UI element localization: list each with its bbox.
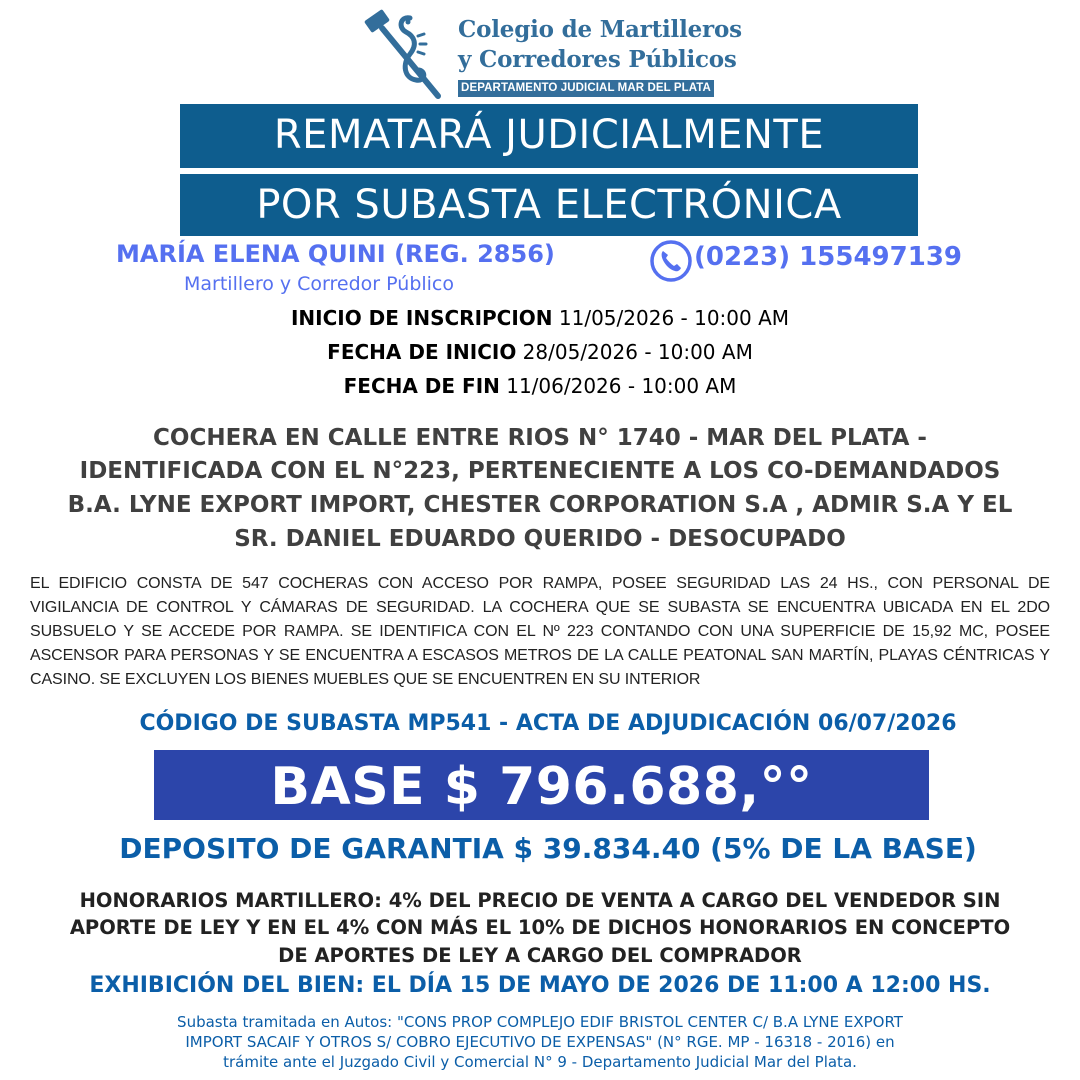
property-heading-line3: B.A. LYNE EXPORT IMPORT, CHESTER CORPORATION S.A , ADMIR S.A Y EL bbox=[67, 492, 1013, 518]
date-label: FECHA DE FIN bbox=[343, 374, 500, 398]
org-name-line2: y Corredores Públicos bbox=[458, 46, 737, 73]
gavel-seahorse-logo bbox=[364, 8, 444, 104]
end-date-row bbox=[0, 374, 1080, 398]
title-banner-line1: REMATARÁ JUDICIALMENTE bbox=[180, 104, 918, 168]
date-label: INICIO DE INSCRIPCION bbox=[290, 306, 553, 330]
date-value: 11/06/2026 - 10:00 AM bbox=[499, 374, 737, 398]
fees-line3: DE APORTES DE LEY A CARGO DEL COMPRADOR bbox=[278, 944, 802, 967]
case-info-line1: Subasta tramitada en Autos: "CONS PROP COMPLEJO EDIF BRISTOL CENTER C/ B.A LYNE EXPORT bbox=[177, 1013, 903, 1031]
base-price: BASE $ 796.688,°° bbox=[270, 757, 813, 817]
registration-start-row bbox=[0, 306, 1080, 330]
fees-line1: HONORARIOS MARTILLERO: 4% DEL PRECIO DE VENTA A CARGO DEL VENDEDOR SIN bbox=[79, 889, 1001, 912]
phone-number: (0223) 155497139 bbox=[694, 242, 962, 272]
fees-line2: APORTE DE LEY Y EN EL 4% CON MÁS EL 10% DE DICHOS HONORARIOS EN CONCEPTO bbox=[69, 916, 1011, 939]
auctioneer-role: Martillero y Corredor Público bbox=[184, 273, 455, 295]
start-date-row bbox=[0, 340, 1080, 364]
case-info-line2: IMPORT SACAIF Y OTROS S/ COBRO EJECUTIVO DE EXPENSAS" (N° RGE. MP - 16318 - 2016) en bbox=[185, 1033, 895, 1051]
property-heading-line2: IDENTIFICADA CON EL N°223, PERTENECIENTE A LOS CO-DEMANDADOS bbox=[79, 458, 1001, 484]
property-description: EL EDIFICIO CONSTA DE 547 COCHERAS CON ACCESO POR RAMPA, POSEE SEGURIDAD LAS 24 HS., CON PERSONAL DE VIGILANCIA DE CONTROL Y CÁMARAS DE SEGURIDAD. LA COCHERA QUE SE SUBASTA SE ENCUENTRA UBICADA EN EL 2DO SUBSUELO Y SE ACCEDE POR RAMPA. SE IDENTIFICA CON EL Nº 223 CONTANDO CON UNA SUPERFICIE DE 15,92 MC, POSEE ASCENSOR PARA PERSONAS Y SE ENCUENTRA A ESCASOS METROS DE LA CALLE PEATONAL SAN MARTÍN, PLAYAS CÉNTRICAS Y CASINO. SE EXCLUYEN LOS BIENES MUEBLES QUE SE ENCUENTREN EN SU INTERIOR bbox=[30, 575, 1050, 688]
case-info-line3: trámite ante el Juzgado Civil y Comercial N° 9 - Departamento Judicial Mar del Plata. bbox=[223, 1053, 857, 1071]
exhibition-info: EXHIBICIÓN DEL BIEN: EL DÍA 15 DE MAYO DE 2026 DE 11:00 A 12:00 HS. bbox=[89, 973, 991, 998]
property-heading-line1: COCHERA EN CALLE ENTRE RIOS N° 1740 - MAR DEL PLATA - bbox=[153, 425, 927, 451]
date-value: 28/05/2026 - 10:00 AM bbox=[516, 340, 753, 364]
date-label: FECHA DE INICIO bbox=[327, 340, 517, 364]
auctioneer-name: MARÍA ELENA QUINI (REG. 2856) bbox=[116, 240, 555, 268]
department-badge: DEPARTAMENTO JUDICIAL MAR DEL PLATA bbox=[458, 80, 714, 97]
date-value: 11/05/2026 - 10:00 AM bbox=[552, 306, 790, 330]
guarantee-deposit: DEPOSITO DE GARANTIA $ 39.834.40 (5% DE LA BASE) bbox=[119, 832, 977, 865]
title-banner-line2: POR SUBASTA ELECTRÓNICA bbox=[180, 174, 918, 236]
phone-icon bbox=[649, 239, 693, 283]
org-name-line1: Colegio de Martilleros bbox=[458, 16, 742, 43]
property-heading-line4: SR. DANIEL EDUARDO QUERIDO - DESOCUPADO bbox=[234, 526, 846, 552]
auction-code: CÓDIGO DE SUBASTA MP541 - ACTA DE ADJUDICACIÓN 06/07/2026 bbox=[139, 711, 957, 736]
